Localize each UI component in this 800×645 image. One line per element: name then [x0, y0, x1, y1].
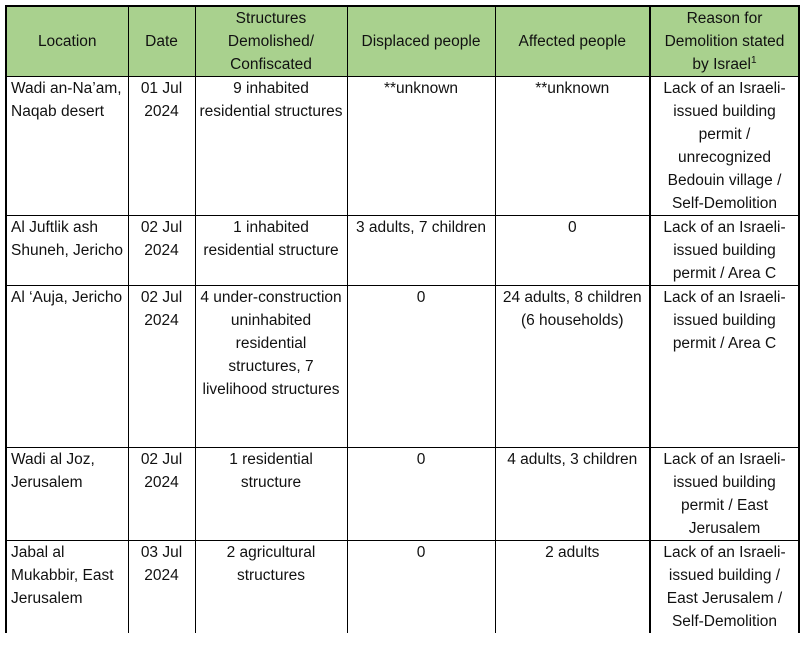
cell-affected: 24 adults, 8 children (6 households) — [495, 286, 650, 448]
table-row — [6, 286, 799, 448]
cell-location: Wadi an-Na’am, Naqab desert — [6, 77, 128, 216]
cell-structures: 2 agricultural structures — [195, 541, 347, 634]
cell-structures: 1 inhabited residential structure — [195, 216, 347, 286]
cell-location: Al Juftlik ash Shuneh, Jericho — [6, 216, 128, 286]
cell-date: 02 Jul 2024 — [128, 216, 195, 286]
cell-reason: Lack of an Israeli-issued building permit / East Jerusalem — [650, 448, 799, 541]
cell-date: 03 Jul 2024 — [128, 541, 195, 634]
cell-location: Wadi al Joz, Jerusalem — [6, 448, 128, 541]
footnote-marker: 1 — [751, 54, 757, 66]
cell-location: Al ‘Auja, Jericho — [6, 286, 128, 448]
cell-reason: Lack of an Israeli-issued building permit / Area C — [650, 216, 799, 286]
cell-affected: 0 — [495, 216, 650, 286]
cell-affected: 4 adults, 3 children — [495, 448, 650, 541]
cell-affected: 2 adults — [495, 541, 650, 634]
cell-reason: Lack of an Israeli-issued building permit / unrecognized Bedouin village / Self-Demolition — [650, 77, 799, 216]
demolitions-table — [5, 5, 800, 633]
table-row — [6, 541, 799, 634]
cell-structures: 1 residential structure — [195, 448, 347, 541]
table-row — [6, 448, 799, 541]
header-affected: Affected people — [495, 6, 650, 77]
header-row — [6, 6, 799, 77]
cell-displaced: 0 — [347, 541, 495, 634]
cell-displaced: **unknown — [347, 77, 495, 216]
cell-affected: **unknown — [495, 77, 650, 216]
header-location: Location — [6, 6, 128, 77]
cell-reason: Lack of an Israeli-issued building permit / Area C — [650, 286, 799, 448]
cell-structures: 9 inhabited residential structures — [195, 77, 347, 216]
header-reason-text: Reason for Demolition stated by Israel — [664, 10, 785, 73]
header-reason — [650, 6, 799, 77]
demolitions-table-container — [5, 5, 800, 633]
header-structures: Structures Demolished/ Confiscated — [195, 6, 347, 77]
cell-displaced: 0 — [347, 286, 495, 448]
cell-reason: Lack of an Israeli-issued building / East Jerusalem / Self-Demolition — [650, 541, 799, 634]
table-row — [6, 216, 799, 286]
header-displaced: Displaced people — [347, 6, 495, 77]
cell-date: 02 Jul 2024 — [128, 448, 195, 541]
cell-displaced: 0 — [347, 448, 495, 541]
cell-date: 01 Jul 2024 — [128, 77, 195, 216]
cell-structures: 4 under-construction uninhabited residential structures, 7 livelihood structures — [195, 286, 347, 448]
header-date: Date — [128, 6, 195, 77]
cell-location: Jabal al Mukabbir, East Jerusalem — [6, 541, 128, 634]
cell-displaced: 3 adults, 7 children — [347, 216, 495, 286]
table-row — [6, 77, 799, 216]
cell-date: 02 Jul 2024 — [128, 286, 195, 448]
